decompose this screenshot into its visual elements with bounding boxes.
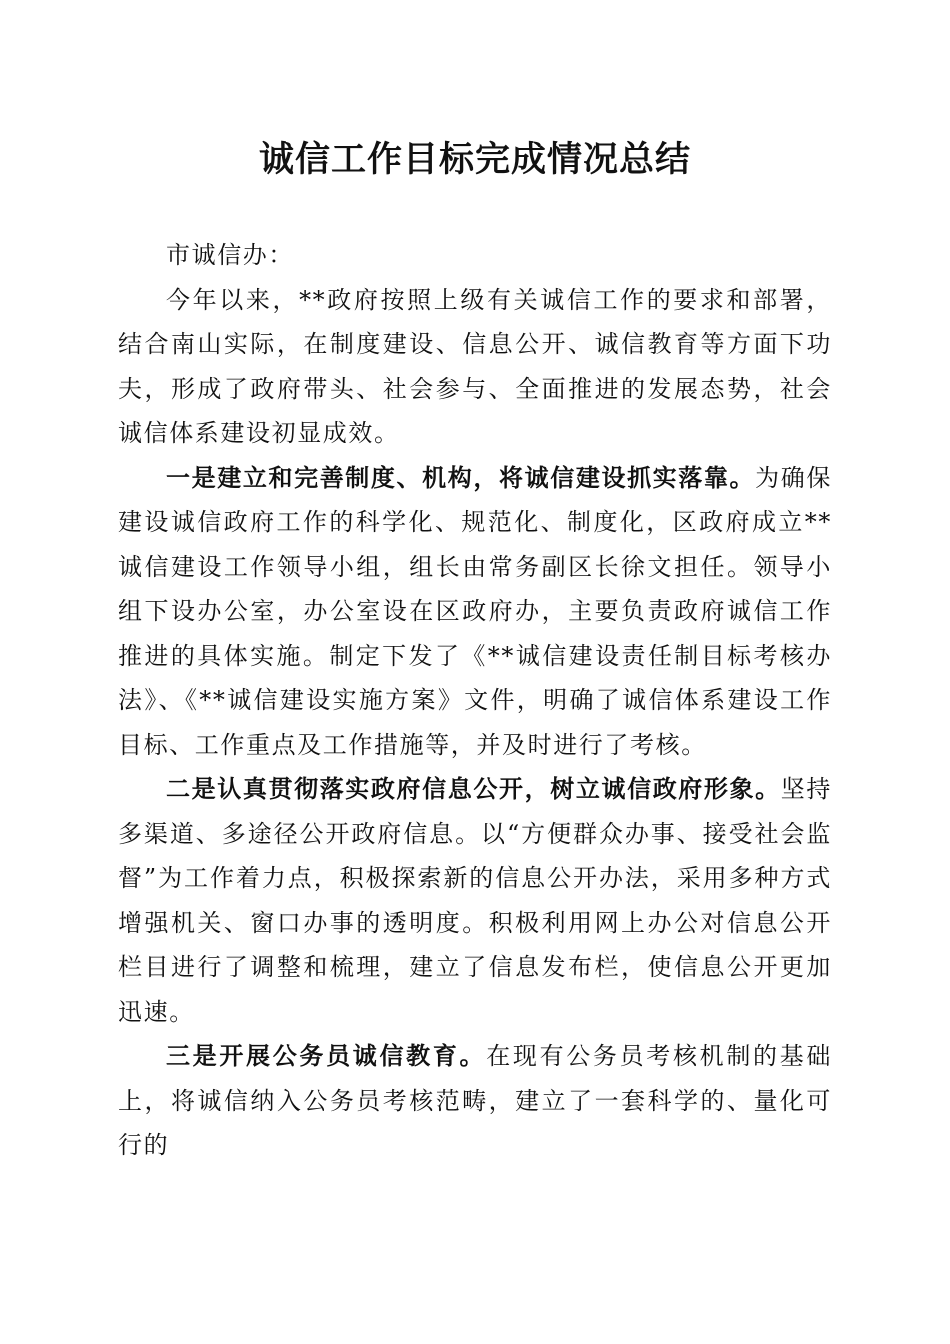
document-body xyxy=(118,233,832,1168)
section-lead: 二是认真贯彻落实政府信息公开，树立诚信政府形象。 xyxy=(166,774,781,803)
section-text: 坚持多渠道、多途径公开政府信息。以“方便群众办事、接受社会监督”为工作着力点，积极探索新的信息公开办法，采用多种方式增强机关、窗口办事的透明度。积极利用网上办公对信息公开栏目进行了调整和梳理，建立了信息发布栏，使信息公开更加迅速。 xyxy=(118,775,832,1026)
salutation: 市诚信办： xyxy=(166,241,294,269)
section-text: 在现有公务员考核机制的基础上，将诚信纳入公务员考核范畴，建立了一套科学的、量化可行的 xyxy=(118,1042,832,1159)
section-paragraph-3 xyxy=(118,1034,832,1168)
section-paragraph-2 xyxy=(118,767,832,1034)
intro-paragraph: 今年以来，**政府按照上级有关诚信工作的要求和部署，结合南山实际，在制度建设、信息公开、诚信教育等方面下功夫，形成了政府带头、社会参与、全面推进的发展态势，社会诚信体系建设初显成效。 xyxy=(118,285,832,447)
document-title: 诚信工作目标完成情况总结 xyxy=(258,139,691,180)
section-paragraph-1 xyxy=(118,456,832,768)
section-text: 为确保建设诚信政府工作的科学化、规范化、制度化，区政府成立**诚信建设工作领导小组，组长由常务副区长徐文担任。领导小组下设办公室，办公室设在区政府办，主要负责政府诚信工作推进的具体实施。制定下发了《**诚信建设责任制目标考核办法》、《**诚信建设实施方案》文件，明确了诚信体系建设工作目标、工作重点及工作措施等，并及时进行了考核。 xyxy=(118,463,832,759)
section-lead: 三是开展公务员诚信教育。 xyxy=(166,1041,487,1070)
section-lead: 一是建立和完善制度、机构，将诚信建设抓实落靠。 xyxy=(166,462,756,492)
